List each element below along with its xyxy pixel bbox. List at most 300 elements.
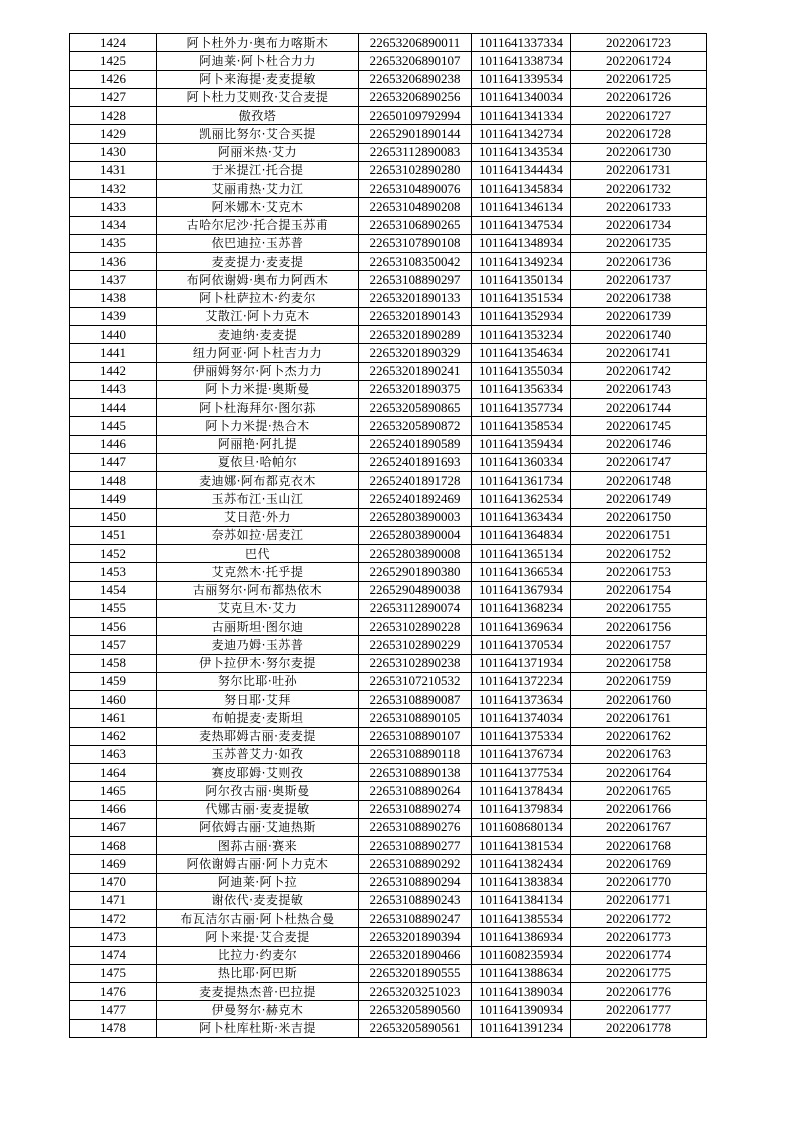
code-cell: 2022061767 — [571, 818, 707, 836]
row-number-cell: 1428 — [70, 107, 157, 125]
table-row — [70, 782, 707, 800]
row-number-cell: 1471 — [70, 891, 157, 909]
row-number-cell: 1426 — [70, 70, 157, 88]
table-row — [70, 326, 707, 344]
account-number-cell: 1011641372234 — [472, 672, 571, 690]
code-cell: 2022061744 — [571, 399, 707, 417]
account-number-cell: 1011641359434 — [472, 435, 571, 453]
name-cell: 阿卜杜萨拉木·约麦尔 — [157, 289, 359, 307]
name-cell: 麦迪纳·麦麦提 — [157, 326, 359, 344]
account-number-cell: 1011641379834 — [472, 800, 571, 818]
account-number-cell: 1011641370534 — [472, 636, 571, 654]
code-cell: 2022061741 — [571, 344, 707, 362]
table-row — [70, 855, 707, 873]
name-cell: 阿依姆古丽·艾迪热斯 — [157, 818, 359, 836]
row-number-cell: 1453 — [70, 563, 157, 581]
account-number-cell: 1011641363434 — [472, 508, 571, 526]
row-number-cell: 1457 — [70, 636, 157, 654]
name-cell: 夏依旦·哈帕尔 — [157, 453, 359, 471]
code-cell: 2022061745 — [571, 417, 707, 435]
account-number-cell: 1011641364834 — [472, 526, 571, 544]
id-number-cell: 22653108890105 — [359, 709, 472, 727]
account-number-cell: 1011641358534 — [472, 417, 571, 435]
id-number-cell: 22653108890118 — [359, 745, 472, 763]
account-number-cell: 1011641361734 — [472, 472, 571, 490]
id-number-cell: 22652901890380 — [359, 563, 472, 581]
id-number-cell: 22653205890560 — [359, 1001, 472, 1019]
name-cell: 布阿依谢姆·奥布力阿西木 — [157, 271, 359, 289]
id-number-cell: 22653104890208 — [359, 198, 472, 216]
row-number-cell: 1463 — [70, 745, 157, 763]
table-row — [70, 198, 707, 216]
table-row — [70, 526, 707, 544]
id-number-cell: 22653108890297 — [359, 271, 472, 289]
id-number-cell: 22653107890108 — [359, 234, 472, 252]
name-cell: 热比耶·阿巴斯 — [157, 964, 359, 982]
table-row — [70, 70, 707, 88]
table-row — [70, 125, 707, 143]
row-number-cell: 1452 — [70, 545, 157, 563]
row-number-cell: 1468 — [70, 837, 157, 855]
name-cell: 麦迪娜·阿布都克衣木 — [157, 472, 359, 490]
code-cell: 2022061761 — [571, 709, 707, 727]
id-number-cell: 22650109792994 — [359, 107, 472, 125]
table-row — [70, 88, 707, 106]
id-number-cell: 22652401892469 — [359, 490, 472, 508]
row-number-cell: 1440 — [70, 326, 157, 344]
name-cell: 麦热耶姆古丽·麦麦提 — [157, 727, 359, 745]
name-cell: 玉苏普艾力·如孜 — [157, 745, 359, 763]
account-number-cell: 1011641350134 — [472, 271, 571, 289]
id-number-cell: 22652803890008 — [359, 545, 472, 563]
table-row — [70, 745, 707, 763]
account-number-cell: 1011641384134 — [472, 891, 571, 909]
table-row — [70, 891, 707, 909]
code-cell: 2022061746 — [571, 435, 707, 453]
id-number-cell: 22652901890144 — [359, 125, 472, 143]
account-number-cell: 1011641353234 — [472, 326, 571, 344]
name-cell: 纽力阿亚·阿卜杜吉力力 — [157, 344, 359, 362]
account-number-cell: 1011641337334 — [472, 34, 571, 52]
name-cell: 图荪古丽·赛来 — [157, 837, 359, 855]
name-cell: 比拉力·约麦尔 — [157, 946, 359, 964]
row-number-cell: 1449 — [70, 490, 157, 508]
row-number-cell: 1467 — [70, 818, 157, 836]
table-row — [70, 563, 707, 581]
table-row — [70, 161, 707, 179]
code-cell: 2022061777 — [571, 1001, 707, 1019]
row-number-cell: 1431 — [70, 161, 157, 179]
table-row — [70, 928, 707, 946]
account-number-cell: 1011641389034 — [472, 983, 571, 1001]
table-row — [70, 618, 707, 636]
name-cell: 代娜古丽·麦麦提敏 — [157, 800, 359, 818]
name-cell: 艾散江·阿卜力克木 — [157, 307, 359, 325]
table-row — [70, 873, 707, 891]
table-row — [70, 253, 707, 271]
code-cell: 2022061751 — [571, 526, 707, 544]
roster-table — [69, 33, 707, 1038]
row-number-cell: 1434 — [70, 216, 157, 234]
code-cell: 2022061760 — [571, 691, 707, 709]
name-cell: 古丽斯坦·图尔迪 — [157, 618, 359, 636]
id-number-cell: 22653108890274 — [359, 800, 472, 818]
code-cell: 2022061735 — [571, 234, 707, 252]
row-number-cell: 1459 — [70, 672, 157, 690]
name-cell: 阿米娜木·艾克木 — [157, 198, 359, 216]
row-number-cell: 1477 — [70, 1001, 157, 1019]
roster-body — [70, 34, 707, 1038]
row-number-cell: 1425 — [70, 52, 157, 70]
name-cell: 伊卜拉伊木·努尔麦提 — [157, 654, 359, 672]
row-number-cell: 1441 — [70, 344, 157, 362]
table-row — [70, 672, 707, 690]
name-cell: 于米提江·托合提 — [157, 161, 359, 179]
code-cell: 2022061753 — [571, 563, 707, 581]
account-number-cell: 1011641347534 — [472, 216, 571, 234]
name-cell: 麦迪乃姆·玉苏普 — [157, 636, 359, 654]
row-number-cell: 1439 — [70, 307, 157, 325]
table-row — [70, 800, 707, 818]
id-number-cell: 22653201890143 — [359, 307, 472, 325]
table-row — [70, 983, 707, 1001]
name-cell: 阿卜来提·艾合麦提 — [157, 928, 359, 946]
code-cell: 2022061749 — [571, 490, 707, 508]
account-number-cell: 1011641378434 — [472, 782, 571, 800]
account-number-cell: 1011641391234 — [472, 1019, 571, 1037]
id-number-cell: 22653108890276 — [359, 818, 472, 836]
id-number-cell: 22652803890003 — [359, 508, 472, 526]
code-cell: 2022061759 — [571, 672, 707, 690]
row-number-cell: 1438 — [70, 289, 157, 307]
id-number-cell: 22653201890375 — [359, 380, 472, 398]
row-number-cell: 1455 — [70, 599, 157, 617]
table-row — [70, 654, 707, 672]
row-number-cell: 1445 — [70, 417, 157, 435]
row-number-cell: 1430 — [70, 143, 157, 161]
row-number-cell: 1476 — [70, 983, 157, 1001]
id-number-cell: 22653108890292 — [359, 855, 472, 873]
table-row — [70, 107, 707, 125]
id-number-cell: 22653108890294 — [359, 873, 472, 891]
table-row — [70, 545, 707, 563]
account-number-cell: 1011641342734 — [472, 125, 571, 143]
code-cell: 2022061730 — [571, 143, 707, 161]
row-number-cell: 1444 — [70, 399, 157, 417]
row-number-cell: 1442 — [70, 362, 157, 380]
code-cell: 2022061723 — [571, 34, 707, 52]
row-number-cell: 1454 — [70, 581, 157, 599]
id-number-cell: 22653112890074 — [359, 599, 472, 617]
account-number-cell: 1011641374034 — [472, 709, 571, 727]
code-cell: 2022061733 — [571, 198, 707, 216]
table-row — [70, 344, 707, 362]
account-number-cell: 1011641338734 — [472, 52, 571, 70]
code-cell: 2022061726 — [571, 88, 707, 106]
id-number-cell: 22653206890256 — [359, 88, 472, 106]
row-number-cell: 1464 — [70, 764, 157, 782]
table-row — [70, 764, 707, 782]
row-number-cell: 1461 — [70, 709, 157, 727]
row-number-cell: 1458 — [70, 654, 157, 672]
row-number-cell: 1473 — [70, 928, 157, 946]
row-number-cell: 1429 — [70, 125, 157, 143]
row-number-cell: 1436 — [70, 253, 157, 271]
row-number-cell: 1465 — [70, 782, 157, 800]
code-cell: 2022061770 — [571, 873, 707, 891]
name-cell: 傲孜塔 — [157, 107, 359, 125]
table-row — [70, 435, 707, 453]
name-cell: 阿卜来海提·麦麦提敏 — [157, 70, 359, 88]
row-number-cell: 1474 — [70, 946, 157, 964]
id-number-cell: 22653108890243 — [359, 891, 472, 909]
id-number-cell: 22653201890133 — [359, 289, 472, 307]
code-cell: 2022061754 — [571, 581, 707, 599]
row-number-cell: 1437 — [70, 271, 157, 289]
row-number-cell: 1478 — [70, 1019, 157, 1037]
account-number-cell: 1011641345834 — [472, 180, 571, 198]
row-number-cell: 1450 — [70, 508, 157, 526]
name-cell: 阿尔孜古丽·奥斯曼 — [157, 782, 359, 800]
account-number-cell: 1011641349234 — [472, 253, 571, 271]
table-row — [70, 472, 707, 490]
code-cell: 2022061725 — [571, 70, 707, 88]
id-number-cell: 22653108890247 — [359, 910, 472, 928]
name-cell: 巴代 — [157, 545, 359, 563]
code-cell: 2022061772 — [571, 910, 707, 928]
id-number-cell: 22653102890228 — [359, 618, 472, 636]
id-number-cell: 22653201890394 — [359, 928, 472, 946]
code-cell: 2022061776 — [571, 983, 707, 1001]
account-number-cell: 1011641352934 — [472, 307, 571, 325]
code-cell: 2022061736 — [571, 253, 707, 271]
name-cell: 伊曼努尔·赫克木 — [157, 1001, 359, 1019]
name-cell: 玉苏布江·玉山江 — [157, 490, 359, 508]
code-cell: 2022061750 — [571, 508, 707, 526]
account-number-cell: 1011641381534 — [472, 837, 571, 855]
account-number-cell: 1011641362534 — [472, 490, 571, 508]
id-number-cell: 22653201890466 — [359, 946, 472, 964]
account-number-cell: 1011641371934 — [472, 654, 571, 672]
table-row — [70, 636, 707, 654]
row-number-cell: 1432 — [70, 180, 157, 198]
row-number-cell: 1469 — [70, 855, 157, 873]
row-number-cell: 1447 — [70, 453, 157, 471]
row-number-cell: 1435 — [70, 234, 157, 252]
table-row — [70, 910, 707, 928]
row-number-cell: 1470 — [70, 873, 157, 891]
code-cell: 2022061766 — [571, 800, 707, 818]
account-number-cell: 1011641346134 — [472, 198, 571, 216]
code-cell: 2022061731 — [571, 161, 707, 179]
name-cell: 阿卜杜库杜斯·米吉提 — [157, 1019, 359, 1037]
table-row — [70, 143, 707, 161]
id-number-cell: 22653108890264 — [359, 782, 472, 800]
id-number-cell: 22652904890038 — [359, 581, 472, 599]
account-number-cell: 1011641343534 — [472, 143, 571, 161]
id-number-cell: 22653106890265 — [359, 216, 472, 234]
account-number-cell: 1011641375334 — [472, 727, 571, 745]
table-row — [70, 964, 707, 982]
id-number-cell: 22653201890329 — [359, 344, 472, 362]
account-number-cell: 1011641382434 — [472, 855, 571, 873]
table-row — [70, 52, 707, 70]
row-number-cell: 1462 — [70, 727, 157, 745]
account-number-cell: 1011641376734 — [472, 745, 571, 763]
id-number-cell: 22653107210532 — [359, 672, 472, 690]
id-number-cell: 22653201890289 — [359, 326, 472, 344]
id-number-cell: 22653108890138 — [359, 764, 472, 782]
table-row — [70, 216, 707, 234]
code-cell: 2022061774 — [571, 946, 707, 964]
id-number-cell: 22652803890004 — [359, 526, 472, 544]
code-cell: 2022061765 — [571, 782, 707, 800]
account-number-cell: 1011641366534 — [472, 563, 571, 581]
name-cell: 麦麦提热杰普·巴拉提 — [157, 983, 359, 1001]
row-number-cell: 1466 — [70, 800, 157, 818]
code-cell: 2022061752 — [571, 545, 707, 563]
account-number-cell: 1011641351534 — [472, 289, 571, 307]
code-cell: 2022061728 — [571, 125, 707, 143]
name-cell: 凯丽比努尔·艾合买提 — [157, 125, 359, 143]
name-cell: 阿卜力米提·奥斯曼 — [157, 380, 359, 398]
id-number-cell: 22653108890087 — [359, 691, 472, 709]
id-number-cell: 22653203251023 — [359, 983, 472, 1001]
code-cell: 2022061732 — [571, 180, 707, 198]
table-row — [70, 307, 707, 325]
table-row — [70, 837, 707, 855]
name-cell: 阿迪莱·阿卜拉 — [157, 873, 359, 891]
account-number-cell: 1011641348934 — [472, 234, 571, 252]
code-cell: 2022061769 — [571, 855, 707, 873]
code-cell: 2022061758 — [571, 654, 707, 672]
row-number-cell: 1424 — [70, 34, 157, 52]
id-number-cell: 22653108350042 — [359, 253, 472, 271]
id-number-cell: 22653206890011 — [359, 34, 472, 52]
table-row — [70, 34, 707, 52]
name-cell: 阿依谢姆古丽·阿卜力克木 — [157, 855, 359, 873]
row-number-cell: 1448 — [70, 472, 157, 490]
id-number-cell: 22653205890561 — [359, 1019, 472, 1037]
table-row — [70, 818, 707, 836]
id-number-cell: 22653102890229 — [359, 636, 472, 654]
code-cell: 2022061747 — [571, 453, 707, 471]
name-cell: 阿丽米热·艾力 — [157, 143, 359, 161]
table-row — [70, 380, 707, 398]
table-row — [70, 1001, 707, 1019]
name-cell: 古哈尔尼沙·托合提玉苏甫 — [157, 216, 359, 234]
table-row — [70, 399, 707, 417]
code-cell: 2022061743 — [571, 380, 707, 398]
code-cell: 2022061756 — [571, 618, 707, 636]
code-cell: 2022061742 — [571, 362, 707, 380]
code-cell: 2022061775 — [571, 964, 707, 982]
row-number-cell: 1451 — [70, 526, 157, 544]
id-number-cell: 22653108890107 — [359, 727, 472, 745]
code-cell: 2022061768 — [571, 837, 707, 855]
name-cell: 努尔比耶·吐孙 — [157, 672, 359, 690]
code-cell: 2022061738 — [571, 289, 707, 307]
name-cell: 阿卜杜外力·奥布力喀斯木 — [157, 34, 359, 52]
account-number-cell: 1011641388634 — [472, 964, 571, 982]
id-number-cell: 22652401891728 — [359, 472, 472, 490]
code-cell: 2022061757 — [571, 636, 707, 654]
code-cell: 2022061727 — [571, 107, 707, 125]
code-cell: 2022061778 — [571, 1019, 707, 1037]
id-number-cell: 22653205890865 — [359, 399, 472, 417]
name-cell: 艾克然木·托乎提 — [157, 563, 359, 581]
name-cell: 依巴迪拉·玉苏普 — [157, 234, 359, 252]
code-cell: 2022061763 — [571, 745, 707, 763]
code-cell: 2022061764 — [571, 764, 707, 782]
code-cell: 2022061762 — [571, 727, 707, 745]
id-number-cell: 22653112890083 — [359, 143, 472, 161]
table-row — [70, 362, 707, 380]
code-cell: 2022061755 — [571, 599, 707, 617]
account-number-cell: 1011641377534 — [472, 764, 571, 782]
name-cell: 麦麦提力·麦麦提 — [157, 253, 359, 271]
table-row — [70, 946, 707, 964]
id-number-cell: 22653206890107 — [359, 52, 472, 70]
code-cell: 2022061734 — [571, 216, 707, 234]
code-cell: 2022061724 — [571, 52, 707, 70]
table-row — [70, 581, 707, 599]
table-row — [70, 599, 707, 617]
name-cell: 赛皮耶姆·艾则孜 — [157, 764, 359, 782]
account-number-cell: 1011641368234 — [472, 599, 571, 617]
table-row — [70, 1019, 707, 1037]
row-number-cell: 1427 — [70, 88, 157, 106]
name-cell: 艾克旦木·艾力 — [157, 599, 359, 617]
account-number-cell: 1011641365134 — [472, 545, 571, 563]
name-cell: 阿卜杜力艾则孜·艾合麦提 — [157, 88, 359, 106]
row-number-cell: 1472 — [70, 910, 157, 928]
account-number-cell: 1011641373634 — [472, 691, 571, 709]
name-cell: 伊丽姆努尔·阿卜杰力力 — [157, 362, 359, 380]
table-row — [70, 508, 707, 526]
table-row — [70, 289, 707, 307]
row-number-cell: 1460 — [70, 691, 157, 709]
name-cell: 努日耶·艾拜 — [157, 691, 359, 709]
row-number-cell: 1433 — [70, 198, 157, 216]
name-cell: 艾日范·外力 — [157, 508, 359, 526]
account-number-cell: 1011641385534 — [472, 910, 571, 928]
account-number-cell: 1011641339534 — [472, 70, 571, 88]
code-cell: 2022061739 — [571, 307, 707, 325]
table-row — [70, 271, 707, 289]
account-number-cell: 1011641383834 — [472, 873, 571, 891]
table-row — [70, 417, 707, 435]
table-row — [70, 234, 707, 252]
account-number-cell: 1011641340034 — [472, 88, 571, 106]
account-number-cell: 1011641355034 — [472, 362, 571, 380]
table-row — [70, 180, 707, 198]
code-cell: 2022061773 — [571, 928, 707, 946]
row-number-cell: 1475 — [70, 964, 157, 982]
table-row — [70, 727, 707, 745]
name-cell: 艾丽甫热·艾力江 — [157, 180, 359, 198]
account-number-cell: 1011641341334 — [472, 107, 571, 125]
account-number-cell: 1011641367934 — [472, 581, 571, 599]
id-number-cell: 22653102890280 — [359, 161, 472, 179]
account-number-cell: 1011641369634 — [472, 618, 571, 636]
name-cell: 谢依代·麦麦提敏 — [157, 891, 359, 909]
table-row — [70, 709, 707, 727]
table-row — [70, 490, 707, 508]
code-cell: 2022061737 — [571, 271, 707, 289]
name-cell: 阿丽艳·阿扎提 — [157, 435, 359, 453]
row-number-cell: 1443 — [70, 380, 157, 398]
